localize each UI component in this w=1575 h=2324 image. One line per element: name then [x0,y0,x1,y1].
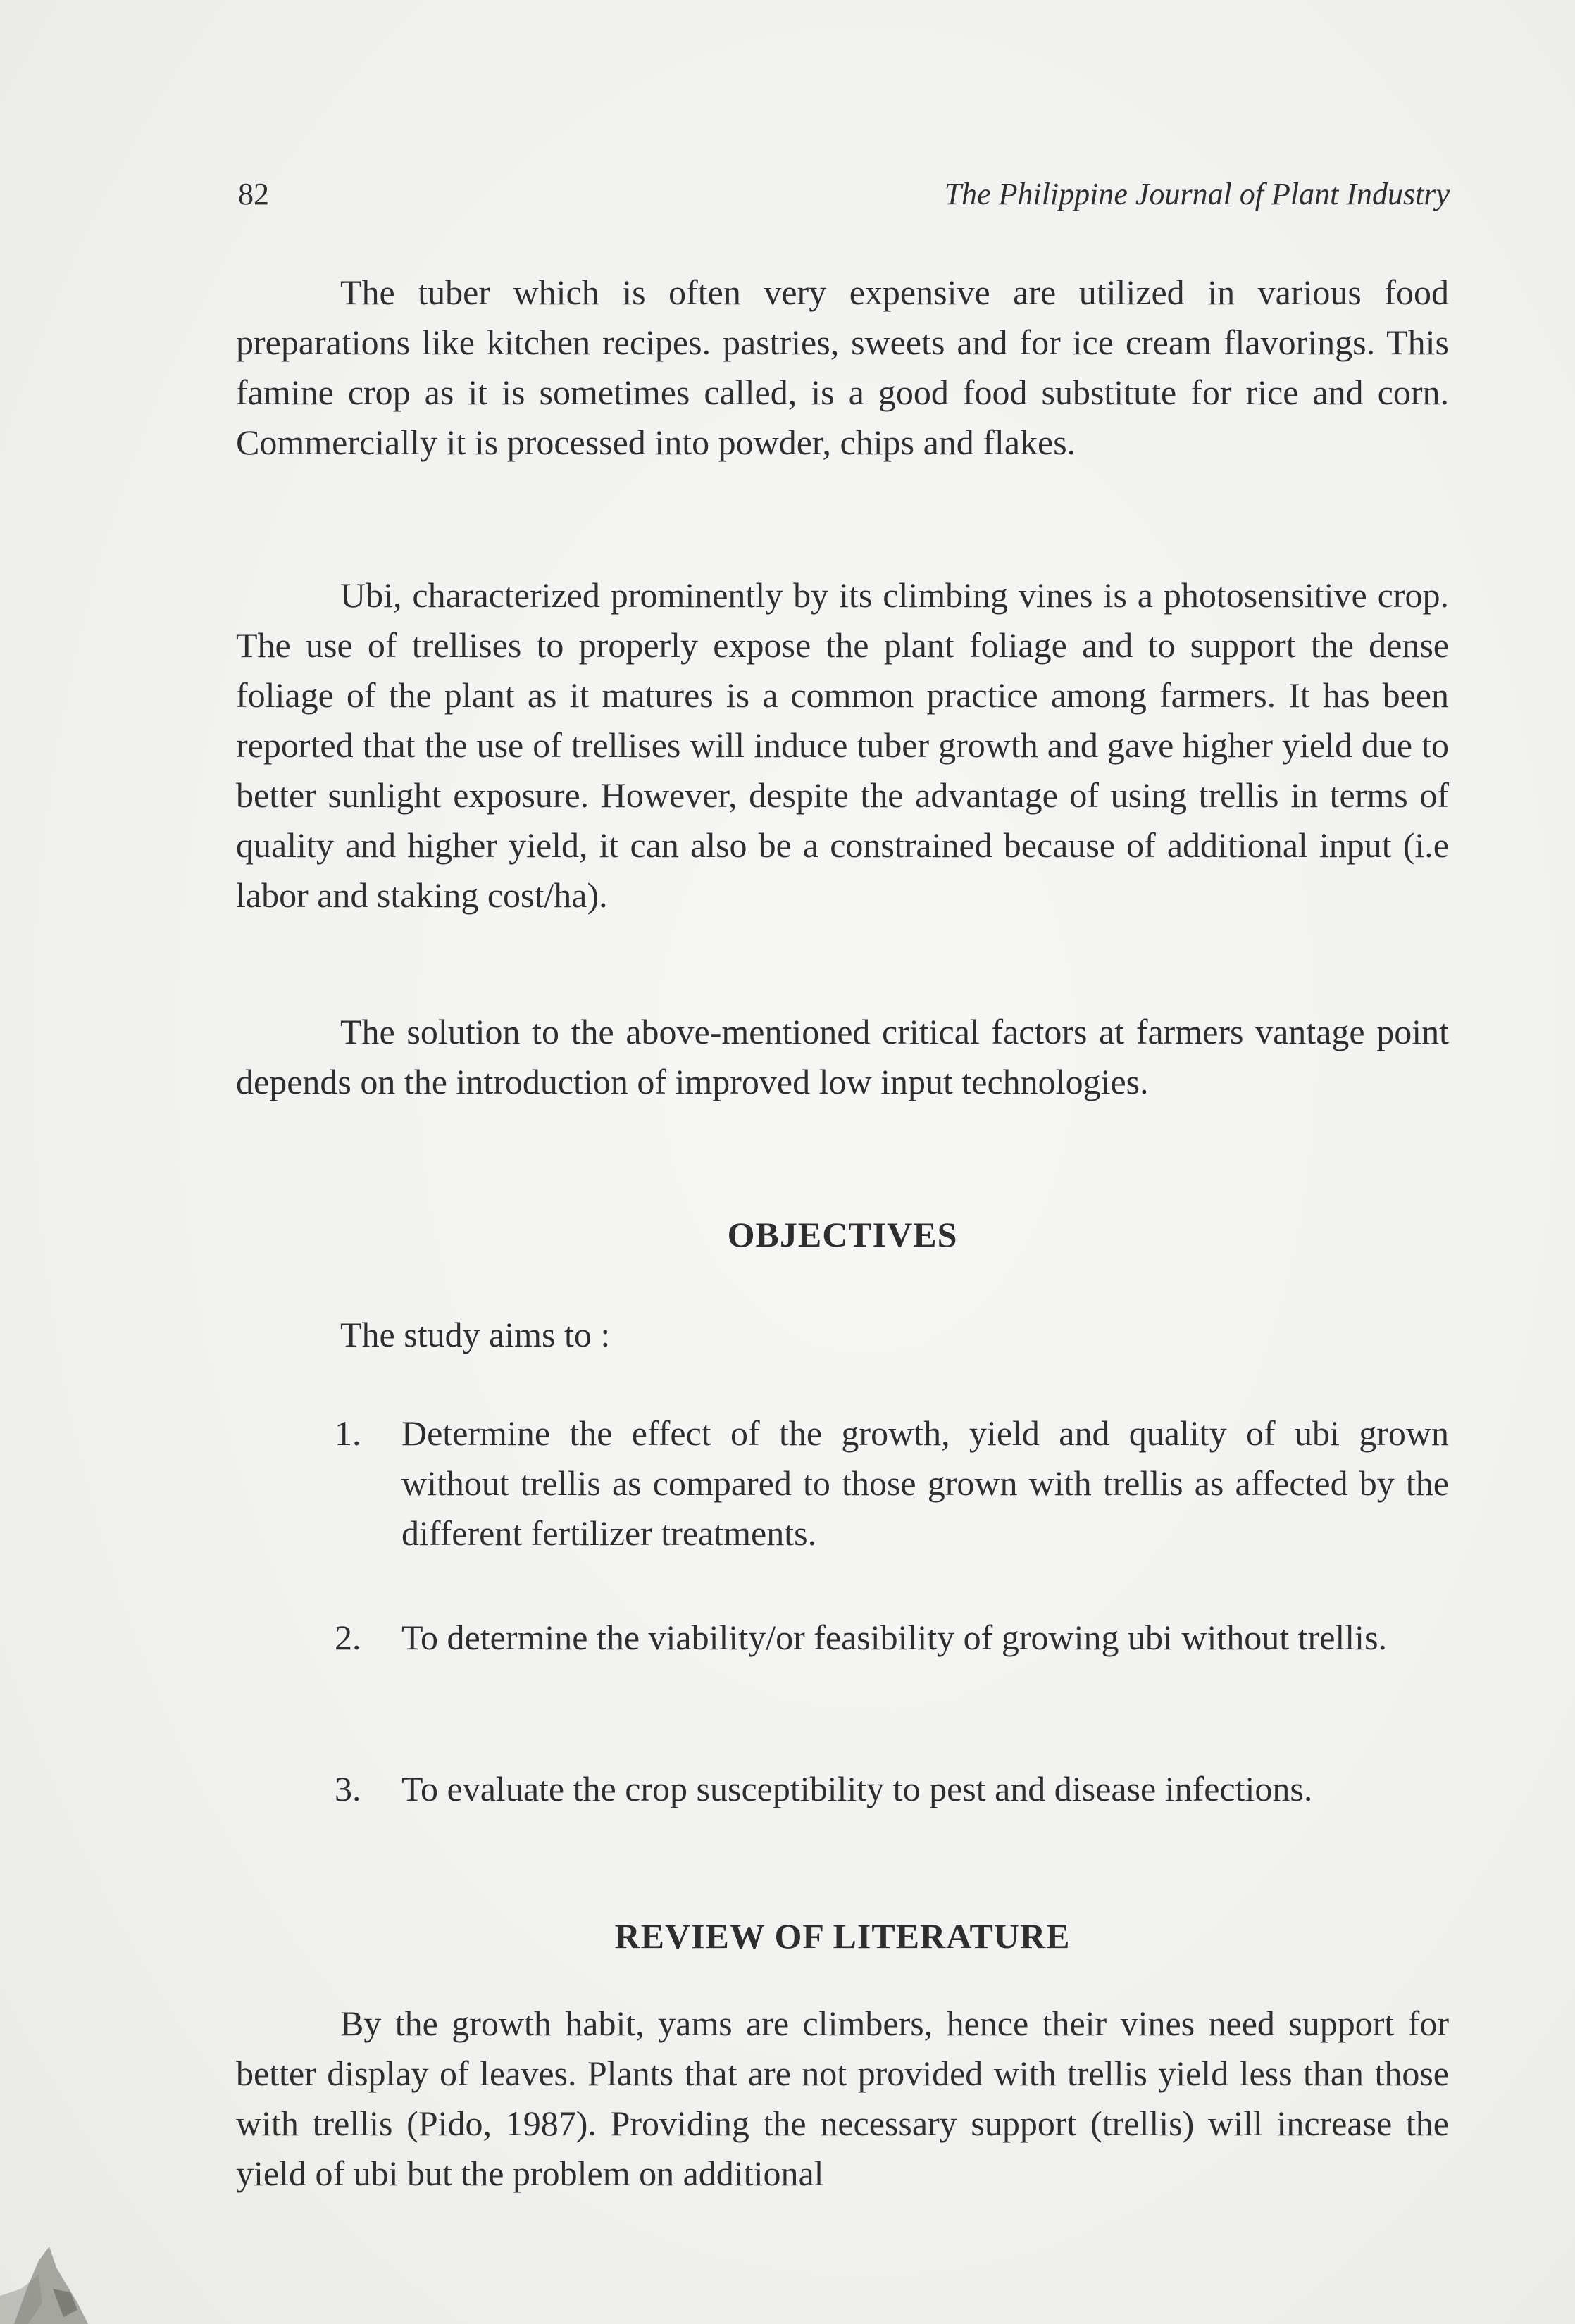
journal-running-head: The Philippine Journal of Plant Industry [944,177,1450,211]
page-header [238,176,1450,218]
paragraph-tuber-uses: The tuber which is often very expensive are utilized in various food preparations like kitchen recipes. pastries, sweets and for ice cream flavorings. This famine crop as it is sometimes called, is a good food substitute for rice and corn. Commercially it is processed into powder, chips and flakes. [236,273,1449,462]
objective-text: Determine the effect of the growth, yield and quality of ubi grown without trellis as compared to those grown with trellis as affected by the different fertilizer treatments. [401,1413,1449,1553]
review-of-literature-heading: REVIEW OF LITERATURE [614,1916,1071,1956]
paragraph-review: By the growth habit, yams are climbers, hence their vines need support for better display of leaves. Plants that are not provided with trellis yield less than those with trellis (Pido, 1987). Providing the necessary support (trellis) will increase the yield of ubi but the problem on additional [236,2004,1449,2193]
objective-text: To evaluate the crop susceptibility to pest and disease infections. [401,1769,1313,1808]
objective-number: 2. [335,1618,361,1657]
page-number: 82 [238,177,269,211]
paragraph-ubi-trellis: Ubi, characterized prominently by its climbing vines is a photosensitive crop. The use of trellises to properly expose the plant foliage and to support the dense foliage of the plant as it matures is a common practice among farmers. It has been reported that the use of trellises will induce tuber growth and gave higher yield due to better sunlight exposure. However, despite the advantage of using trellis in terms of quality and higher yield, it can also be a constrained because of additional input (i.e labor and staking cost/ha). [236,575,1449,915]
scan-smudge-mark [0,2218,113,2324]
objectives-heading: OBJECTIVES [727,1215,958,1254]
objective-number: 3. [335,1769,361,1808]
objective-number: 1. [335,1413,361,1453]
objective-text: To determine the viability/or feasibility of growing ubi without trellis. [401,1618,1388,1657]
paragraph-solution: The solution to the above-mentioned critical factors at farmers vantage point depends on the introduction of improved low input technologies. [236,1012,1449,1101]
objectives-intro: The study aims to : [340,1315,611,1354]
